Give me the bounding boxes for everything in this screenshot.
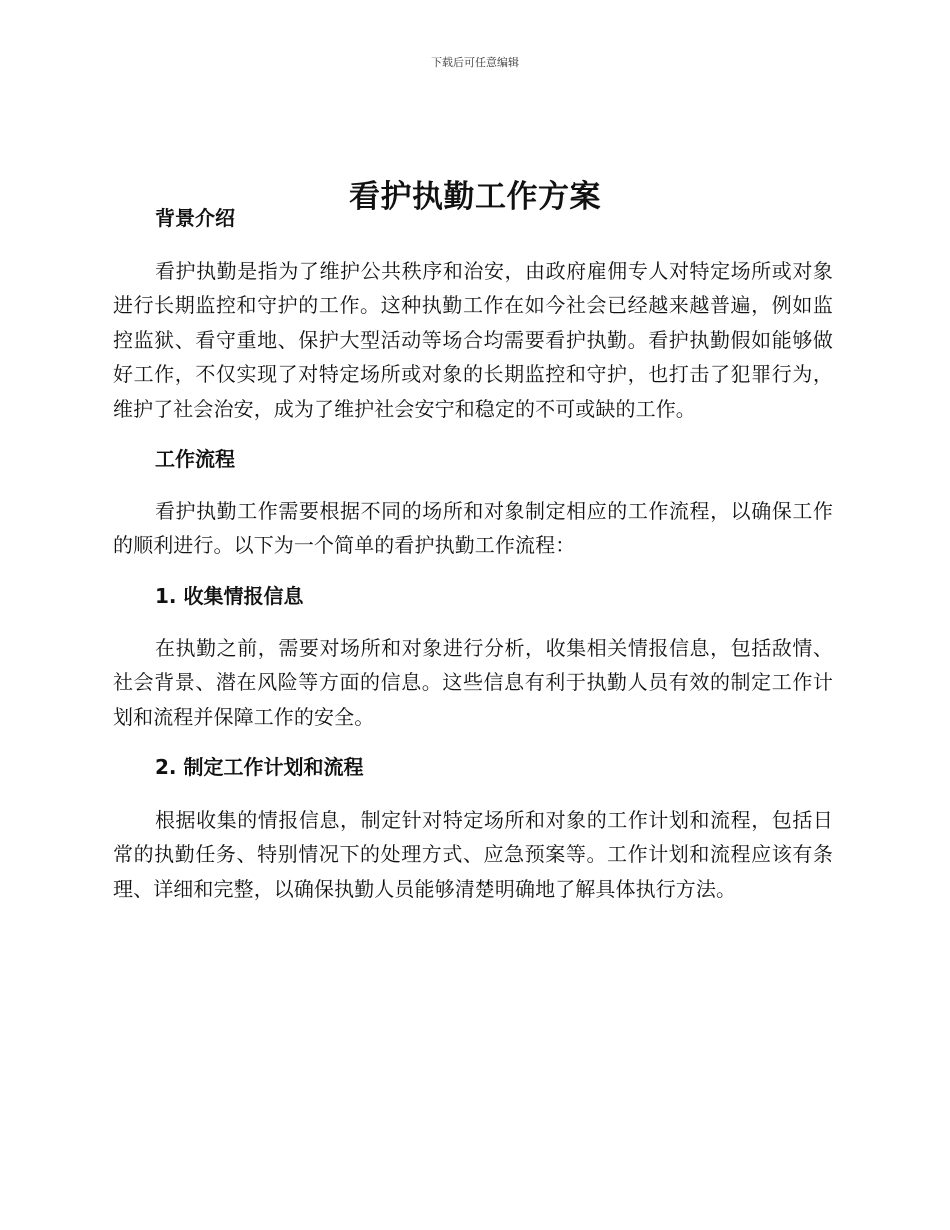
header-note: 下载后可任意编辑 [431,56,519,69]
section-paragraph-workflow: 看护执勤工作需要根据不同的场所和对象制定相应的工作流程，以确保工作的顺利进行。以下为一个简单的看护执勤工作流程： [113,499,833,558]
section-heading-workflow: 工作流程 [155,447,235,472]
section-paragraph-background: 看护执勤是指为了维护公共秩序和治安，由政府雇佣专人对特定场所或对象进行长期监控和守护的工作。这种执勤工作在如今社会已经越来越普遍，例如监控监狱、看守重地、保护大型活动等场合均需要看护执勤。看护执勤假如能够做好工作，不仅实现了对特定场所或对象的长期监控和守护，也打击了犯罪行为，维护了社会治安，成为了维护社会安宁和稳定的不可或缺的工作。 [113,259,833,421]
subsection-heading-collect-intel: 1. 收集情报信息 [155,583,304,608]
subsection-heading-plan: 2. 制定工作计划和流程 [155,755,364,780]
subsection-paragraph-plan: 根据收集的情报信息，制定针对特定场所和对象的工作计划和流程，包括日常的执勤任务、特别情况下的处理方式、应急预案等。工作计划和流程应该有条理、详细和完整，以确保执勤人员能够清楚明确地了解具体执行方法。 [113,808,833,901]
section-heading-background: 背景介绍 [155,206,235,230]
document-title: 看护执勤工作方案 [349,178,601,215]
document-body [113,201,833,906]
subsection-paragraph-collect-intel: 在执勤之前，需要对场所和对象进行分析，收集相关情报信息，包括敌情、社会背景、潜在风险等方面的信息。这些信息有利于执勤人员有效的制定工作计划和流程并保障工作的安全。 [113,635,833,729]
